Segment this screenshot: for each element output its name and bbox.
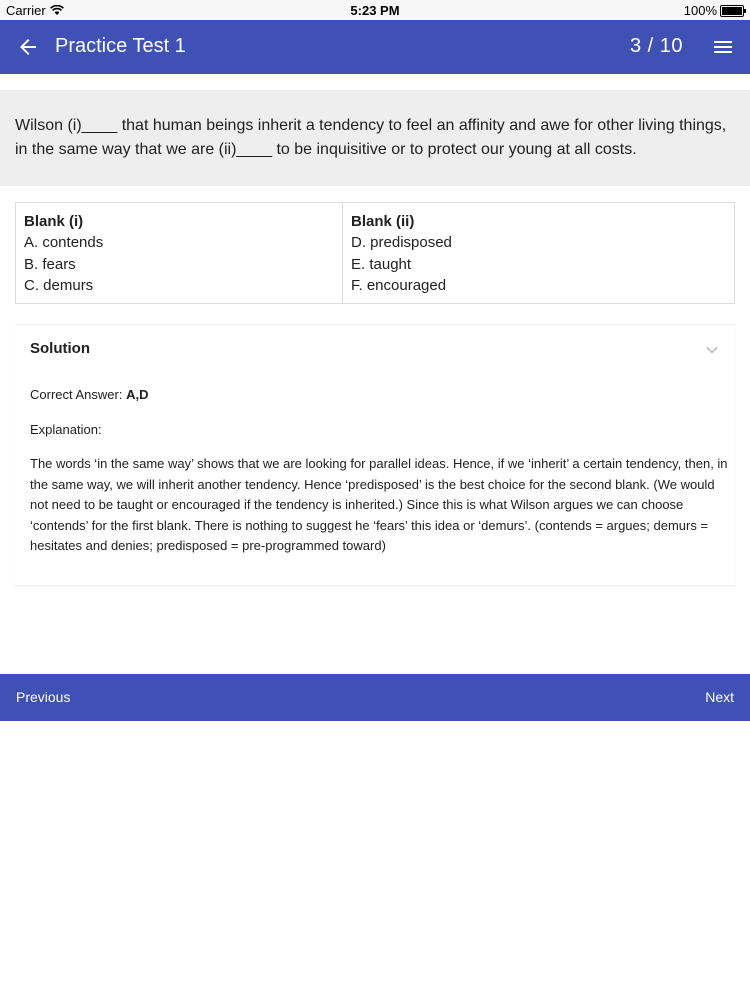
question-text: Wilson (i)____ that human beings inherit a tendency to feel an affinity and awe for other living things, in the same way that we are (ii)____ to be inquisitive or to protect our young at all costs. (15, 117, 727, 158)
clock: 5:23 PM (350, 3, 400, 18)
solution-panel (15, 324, 735, 586)
question-panel (0, 90, 750, 186)
option-e[interactable]: E. taught (351, 255, 412, 273)
option-b[interactable]: B. fears (24, 255, 76, 273)
menu-icon[interactable] (711, 35, 735, 59)
chevron-down-icon[interactable] (705, 343, 719, 357)
page-title: Practice Test 1 (55, 35, 186, 57)
explanation-label: Explanation: (30, 422, 102, 437)
correct-answer-label: Correct Answer: (30, 387, 127, 402)
status-bar (0, 0, 750, 20)
carrier-label: Carrier (6, 3, 46, 18)
question-counter: 3 / 10 (630, 35, 684, 57)
correct-answer-value: A,D (126, 387, 149, 402)
option-c[interactable]: C. demurs (24, 277, 94, 294)
blank-heading: Blank (ii) (351, 213, 415, 230)
battery-icon (720, 5, 744, 17)
battery-label: 100% (683, 3, 717, 18)
option-a[interactable]: A. contends (24, 234, 104, 251)
blanks-table (15, 202, 735, 304)
blank-column-ii (343, 203, 734, 303)
bottom-nav-bar (0, 674, 750, 721)
app-bar (0, 20, 750, 74)
explanation-text: The words ‘in the same way’ shows that we are looking for parallel ideas. Hence, if we ‘inherit’ a certain tendency, then, in the same way, we will inherit another tendency. Hence ‘predisposed’ is the best choice for the second blank. (We would not need to be taught or encouraged if the tendency is inherited.) Since this is what Wilson argues we can choose ‘contends’ for the first blank. There is nothing to suggest he ‘fears’ this idea or ‘demurs’. (contends = argues; demurs = hesitates and denies; predisposed = pre-programmed toward) (30, 456, 728, 553)
blank-column-i (16, 203, 343, 303)
correct-answer (30, 387, 148, 402)
back-arrow-icon[interactable] (16, 35, 40, 59)
next-button[interactable]: Next (705, 689, 734, 705)
option-f[interactable]: F. encouraged (351, 277, 447, 294)
solution-title[interactable]: Solution (30, 340, 90, 357)
previous-button[interactable]: Previous (16, 689, 71, 705)
option-d[interactable]: D. predisposed (351, 234, 452, 251)
battery-indicator (684, 3, 744, 18)
blank-heading: Blank (i) (24, 213, 84, 230)
